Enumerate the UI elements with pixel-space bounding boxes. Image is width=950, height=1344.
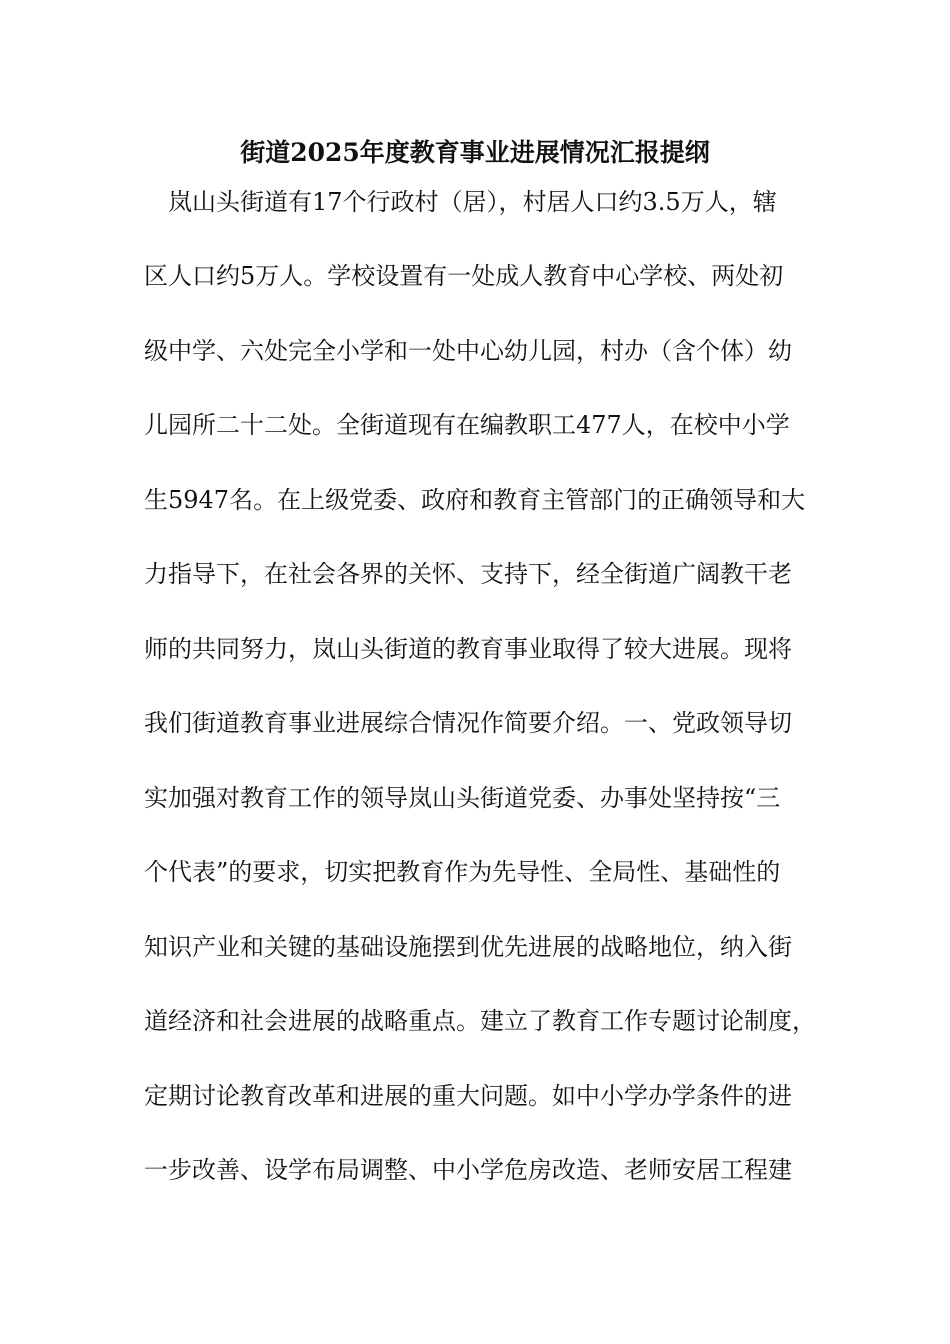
paragraph-line: 定期讨论教育改革和进展的重大问题。如中小学办学条件的进 (144, 1082, 792, 1110)
paragraph-line: 知识产业和关键的基础设施摆到优先进展的战略地位，纳入街 (144, 933, 792, 961)
paragraph-line: 道经济和社会进展的战略重点。建立了教育工作专题讨论制度， (144, 1007, 816, 1035)
paragraph-line: 力指导下，在社会各界的关怀、支持下，经全街道广阔教干老 (144, 560, 792, 588)
paragraph-line: 一步改善、设学布局调整、中小学危房改造、老师安居工程建 (144, 1156, 792, 1184)
paragraph-line: 岚山头街道有17个行政村（居），村居人口约3.5万人，辖 (168, 188, 777, 216)
paragraph-line: 儿园所二十二处。全街道现有在编教职工477人，在校中小学 (144, 411, 790, 439)
paragraph-line: 我们街道教育事业进展综合情况作简要介绍。一、党政领导切 (144, 709, 792, 737)
paragraph-line: 个代表”的要求，切实把教育作为先导性、全局性、基础性的 (144, 858, 781, 886)
paragraph-line: 师的共同努力，岚山头街道的教育事业取得了较大进展。现将 (144, 635, 792, 663)
paragraph-line: 生5947名。在上级党委、政府和教育主管部门的正确领导和大 (144, 486, 806, 514)
paragraph-line: 实加强对教育工作的领导岚山头街道党委、办事处坚持按“三 (144, 784, 781, 812)
document-title: 街道2025年度教育事业进展情况汇报提纲 (240, 138, 710, 167)
paragraph-line: 级中学、六处完全小学和一处中心幼儿园，村办（含个体）幼 (144, 337, 792, 365)
paragraph-line: 区人口约5万人。学校设置有一处成人教育中心学校、两处初 (144, 262, 784, 290)
